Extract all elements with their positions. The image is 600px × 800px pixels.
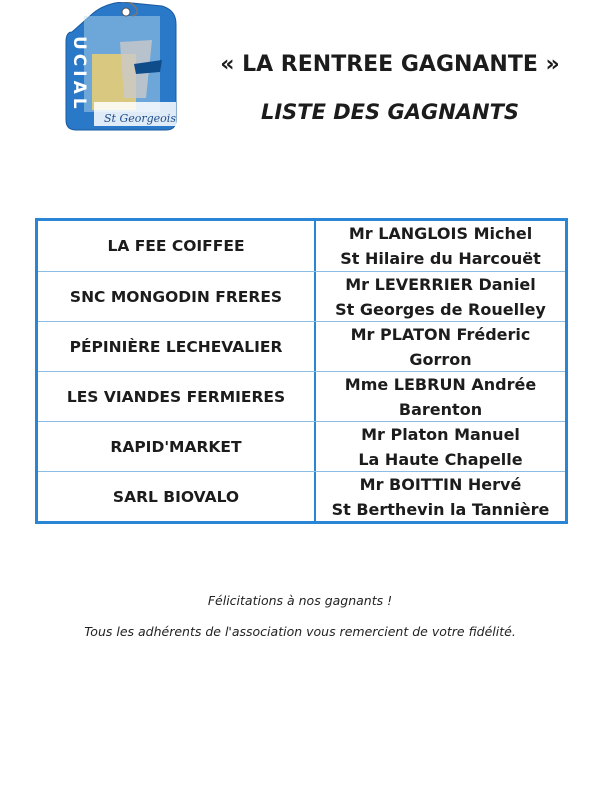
table-row	[38, 471, 565, 521]
winner-name: Mr LANGLOIS Michel	[348, 224, 533, 243]
winner-city: St Hilaire du Harcouët	[340, 249, 541, 268]
ucial-logo	[62, 2, 180, 132]
page-title: « LA RENTREE GAGNANTE »	[220, 52, 560, 77]
winner-city: Gorron	[409, 349, 472, 369]
winner-cell	[316, 221, 565, 271]
shop-name: LA FEE COIFFEE	[107, 237, 245, 255]
winner-cell	[316, 322, 565, 371]
table-row	[38, 221, 565, 271]
winners-table	[35, 218, 568, 524]
congratulations-text: Félicitations à nos gagnants !	[207, 593, 393, 608]
winner-name: Mme LEBRUN Andrée	[344, 374, 537, 394]
winner-city: Barenton	[398, 399, 483, 419]
winner-name: Mr LEVERRIER Daniel	[345, 274, 536, 294]
winner-city: La Haute Chapelle	[358, 449, 523, 469]
logo-town: St Georgeois	[104, 112, 176, 125]
winner-cell	[316, 272, 565, 321]
table-row	[38, 321, 565, 371]
logo-letters: UCIAL	[69, 36, 89, 113]
winner-cell	[316, 372, 565, 421]
winner-name: Mr BOITTIN Hervé	[359, 474, 522, 494]
winner-city: St Berthevin la Tannière	[331, 499, 550, 519]
thanks-text: Tous les adhérents de l'association vous remercient de votre fidélité.	[84, 624, 516, 639]
shop-name: RAPID'MARKET	[110, 437, 242, 456]
table-row	[38, 271, 565, 321]
shop-name: PÉPINIÈRE LECHEVALIER	[69, 337, 283, 356]
shop-name: LES VIANDES FERMIERES	[66, 387, 286, 406]
table-row	[38, 371, 565, 421]
winner-cell	[316, 422, 565, 471]
shop-name: SARL BIOVALO	[112, 487, 240, 506]
page-subtitle: LISTE DES GAGNANTS	[260, 100, 520, 124]
winner-cell	[316, 472, 565, 521]
winner-name: Mr PLATON Fréderic	[350, 324, 531, 344]
table-row	[38, 421, 565, 471]
winner-name: Mr Platon Manuel	[361, 424, 520, 444]
winner-city: St Georges de Rouelley	[335, 299, 546, 319]
shop-name: SNC MONGODIN FRERES	[69, 287, 283, 306]
